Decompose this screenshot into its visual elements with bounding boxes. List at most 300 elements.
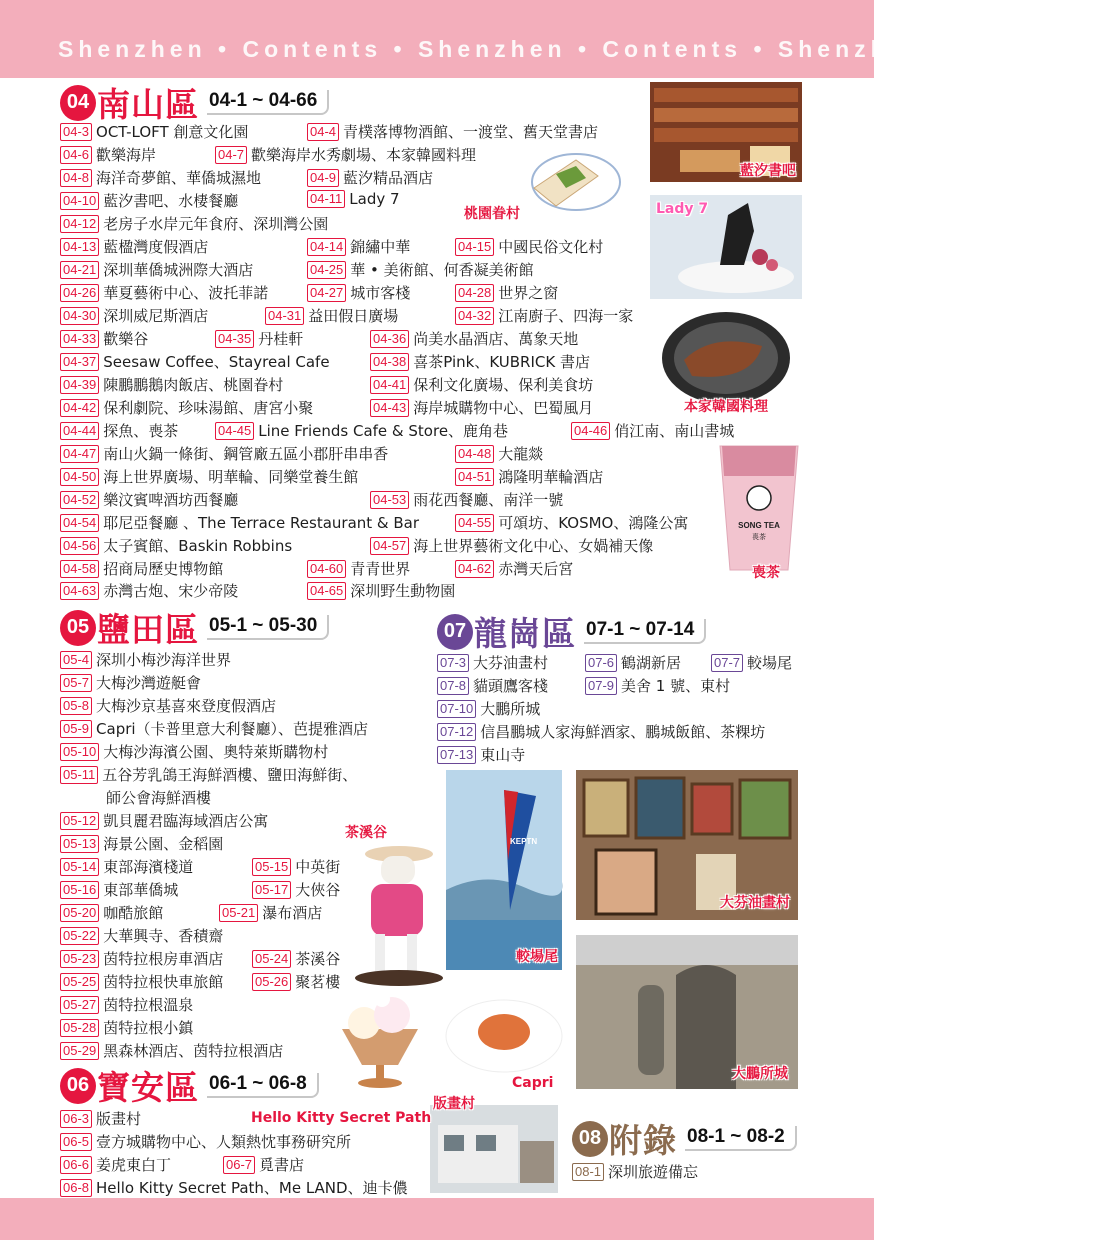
section-range: 07-1 ~ 07-14 [584,619,706,644]
photo-caption: 藍汐書吧 [740,163,796,179]
entry-text: 深圳旅遊備忘 [608,1163,699,1181]
entry-text: 世界之窗 [498,284,559,302]
toc-entry[interactable] [455,236,603,257]
toc-entry[interactable] [60,535,292,556]
toc-entry[interactable] [215,420,508,441]
page-code: 05-15 [252,858,291,876]
page-code: 08-1 [572,1163,604,1181]
entry-text: 五谷芳乳鴿王海鮮酒樓、鹽田海鮮街、 [102,766,358,784]
toc-entry[interactable] [455,443,543,464]
entry-text: 深圳威尼斯酒店 [103,307,209,325]
page-code: 04-56 [60,537,99,555]
entry-text: 樂汶賓啤酒坊西餐廳 [103,491,239,509]
toc-entry[interactable] [307,259,534,280]
section-header-08 [572,1115,797,1162]
entry-text: 歡樂谷 [103,330,149,348]
page-code: 04-27 [307,284,346,302]
section-range: 05-1 ~ 05-30 [207,615,329,640]
entry-text: 深圳野生動物園 [350,582,456,600]
page-code: 05-23 [60,950,99,968]
entry-text: 茵特拉根房車酒店 [103,950,224,968]
page-code: 04-46 [571,422,610,440]
page-code: 04-43 [370,399,409,417]
page-code: 05-20 [60,904,99,922]
section-header-06 [60,1062,319,1109]
entry-text: Line Friends Cafe & Store、鹿角巷 [258,422,509,440]
page-code: 04-55 [455,514,494,532]
photo-caption: 桃園眷村 [464,206,520,222]
page-code: 07-13 [437,746,476,764]
section-title: 龍崗區 [474,614,576,653]
toc-entry[interactable] [60,649,231,670]
entry-text: Seesaw Coffee、Stayreal Cafe [103,353,330,371]
page-code: 05-21 [219,904,258,922]
cow-statue-illustration [345,836,445,990]
cow-statue-photo [345,836,445,990]
section-badge: 07 [437,614,473,650]
toc-entry[interactable] [60,718,368,739]
toc-entry[interactable] [455,305,633,326]
page-code: 06-5 [60,1133,92,1151]
page-code: 04-50 [60,468,99,486]
entry-text: 深圳小梅沙海洋世界 [96,651,232,669]
toc-entry[interactable] [60,282,268,303]
photo-caption: 較場尾 [516,949,558,965]
toc-entry[interactable] [60,121,248,142]
page-code: 05-29 [60,1042,99,1060]
entry-text: 大芬油畫村 [473,654,549,672]
toc-entry[interactable] [60,420,178,441]
page-code: 05-11 [60,766,98,784]
entry-text: 華夏藝術中心、波托菲諾 [103,284,269,302]
page-code: 05-22 [60,927,99,945]
page-code: 04-15 [455,238,494,256]
print-village-photo [430,1105,558,1193]
page-code: 07-3 [437,654,469,672]
toc-entry[interactable] [455,512,688,533]
page-code: 07-8 [437,677,469,695]
entry-text: 海岸城購物中心、巴蜀風月 [413,399,594,417]
toc-entry[interactable] [307,121,598,142]
entry-text: 信昌鵬城人家海鮮酒家、鵬城飯館、茶粿坊 [480,723,766,741]
entry-text: Lady 7 [349,190,400,208]
section-badge: 05 [60,610,96,646]
page-code: 05-26 [252,973,291,991]
page-code: 05-7 [60,674,92,692]
page-code: 07-9 [585,677,617,695]
windsurf-photo [446,770,562,970]
oil-painting-village-photo [576,770,798,920]
photo-caption: 本家韓國料理 [684,399,768,415]
toc-entry[interactable] [223,1154,304,1175]
toc-entry[interactable] [60,167,261,188]
cup-sub-text: 喪茶 [752,533,766,541]
bbq-photo [662,312,790,404]
page-code: 04-44 [60,422,99,440]
entry-text: 師公會海鮮酒樓 [106,789,212,807]
toc-entry[interactable] [252,971,340,992]
page-code: 05-10 [60,743,99,761]
section-range: 08-1 ~ 08-2 [685,1126,797,1151]
toc-entry[interactable] [60,810,268,831]
entry-text: 凱貝麗君臨海域酒店公寓 [103,812,269,830]
entry-text: OCT-LOFT 創意文化園 [96,123,249,141]
page-code: 05-4 [60,651,92,669]
toc-entry[interactable] [60,443,388,464]
toc-entry[interactable] [455,282,558,303]
capri-dish-illustration [446,992,562,1076]
entry-text: 貓頭鷹客棧 [473,677,549,695]
entry-text: 招商局歷史博物館 [103,560,224,578]
entry-text: 版畫村 [96,1110,142,1128]
entry-text: 赤灣古炮、宋少帝陵 [103,582,239,600]
photo-caption: 茶溪谷 [345,825,387,841]
toc-entry[interactable] [711,652,792,673]
page-code: 04-58 [60,560,99,578]
entry-text: 東山寺 [480,746,526,764]
dapeng-fortress-photo [576,935,798,1089]
section-range: 04-1 ~ 04-66 [207,90,329,115]
toc-entry[interactable] [219,902,322,923]
entry-text: 大梅沙灣遊艇會 [96,674,202,692]
page-code: 04-10 [60,192,99,210]
page-code: 07-7 [711,654,743,672]
toc-entry[interactable] [60,833,223,854]
toc-entry[interactable] [307,236,410,257]
toc-entry[interactable] [307,580,455,601]
page-code: 07-6 [585,654,617,672]
print-village-illustration [430,1105,558,1193]
page-code: 04-33 [60,330,99,348]
toc-entry[interactable] [585,652,681,673]
entry-text: 喜茶Pink、KUBRICK 書店 [413,353,590,371]
entry-text: 大梅沙海濱公園、奧特萊斯購物村 [103,743,329,761]
page-code: 05-14 [60,858,99,876]
toc-entry[interactable] [60,902,163,923]
page-code: 04-60 [307,560,346,578]
section-title: 寶安區 [97,1068,199,1107]
entry-text: 海景公園、金稻園 [103,835,224,853]
toc-entry[interactable] [307,190,400,208]
toc-entry[interactable] [60,213,328,234]
entry-text: 藍楹灣度假酒店 [103,238,209,256]
entry-text: 陳鵬鵬鵝肉飯店、桃園眷村 [103,376,284,394]
page-code: 04-41 [370,376,409,394]
photo-caption: Hello Kitty Secret Path [251,1110,432,1126]
entry-text: 大龍燚 [498,445,544,463]
wrap-illustration [516,148,620,220]
entry-text: 益田假日廣場 [308,307,399,325]
page-code: 04-57 [370,537,409,555]
toc-entry[interactable] [437,698,540,719]
entry-text: 海洋奇夢館、華僑城濕地 [96,169,262,187]
toc-entry[interactable] [60,259,253,280]
entry-text: 城市客棧 [350,284,411,302]
entry-text: 俏江南、南山書城 [614,422,735,440]
entry-text: 覓書店 [259,1156,305,1174]
page-code: 04-38 [370,353,409,371]
toc-entry[interactable] [571,420,734,441]
toc-entry[interactable] [60,1177,408,1198]
toc-entry[interactable] [572,1161,698,1182]
page-code: 04-25 [307,261,346,279]
entry-text: 雨花西餐廳、南洋一號 [413,491,564,509]
entry-text: 大鵬所城 [480,700,541,718]
entry-text: 較場尾 [747,654,793,672]
tea-cup-photo [716,440,802,574]
toc-entry[interactable] [60,1131,351,1152]
toc-entry[interactable] [437,744,525,765]
toc-entry[interactable] [60,1040,283,1061]
page-code: 05-17 [252,881,291,899]
photo-caption: 大芬油畫村 [720,895,790,911]
toc-entry[interactable] [60,466,358,487]
photo-caption: 版畫村 [433,1096,475,1112]
page-code: 04-63 [60,582,99,600]
page-code: 05-16 [60,881,99,899]
entry-text: 中國民俗文化村 [498,238,604,256]
toc-entry[interactable] [60,397,313,418]
page-code: 07-12 [437,723,476,741]
section-badge: 06 [60,1068,96,1104]
entry-text: 壹方城購物中心、人類熱忱事務研究所 [96,1133,352,1151]
page-code: 07-10 [437,700,476,718]
toc-entry[interactable] [60,856,193,877]
entry-text: 茵特拉根溫泉 [103,996,194,1014]
toc-entry[interactable] [437,652,548,673]
page-code: 04-11 [307,190,345,208]
page-code: 04-37 [60,353,99,371]
page-code: 04-6 [60,146,92,164]
tea-cup-illustration [716,440,802,574]
page-code: 04-36 [370,330,409,348]
entry-text: 太子賓館、Baskin Robbins [103,537,293,555]
photo-caption: 喪茶 [752,565,780,581]
entry-text: 瀑布酒店 [262,904,323,922]
entry-text: 東部海濱棧道 [103,858,194,876]
entry-text: 歡樂海岸水秀劇場、本家韓國料理 [251,146,477,164]
page-code: 04-39 [60,376,99,394]
entry-text: 老房子水岸元年食府、深圳灣公園 [103,215,329,233]
toc-entry[interactable] [215,144,476,165]
page-code: 06-7 [223,1156,255,1174]
page-code: 05-27 [60,996,99,1014]
entry-text: 姜虎東白丁 [96,1156,172,1174]
header-banner [0,0,1102,78]
banner-text: Shenzhen • Contents • Shenzhen • Contents • Shenzhen • Contents [58,36,1102,62]
toc-entry[interactable] [265,305,398,326]
entry-text: 東部華僑城 [103,881,179,899]
entry-text: 美舍 1 號、東村 [621,677,731,695]
entry-text: 藍汐精品酒店 [343,169,434,187]
toc-entry[interactable] [60,925,223,946]
page-code: 04-53 [370,491,409,509]
entry-text: 丹桂軒 [258,330,304,348]
page-code: 04-26 [60,284,99,302]
page-code: 04-14 [307,238,346,256]
toc-entry[interactable] [60,558,223,579]
entry-text: 保利文化廣場、保利美食坊 [413,376,594,394]
toc-entry[interactable] [60,351,330,372]
entry-text: Hello Kitty Secret Path、Me LAND、迪卡儂 [96,1179,408,1197]
page-code: 06-6 [60,1156,92,1174]
toc-entry[interactable] [60,489,238,510]
page-code: 04-48 [455,445,494,463]
toc-entry[interactable] [60,948,223,969]
toc-entry[interactable] [455,558,573,579]
wrap-photo [516,148,620,220]
toc-entry[interactable] [437,721,765,742]
entry-text: 探魚、喪茶 [103,422,179,440]
entry-text: 茵特拉根小鎮 [103,1019,194,1037]
toc-entry[interactable] [370,535,653,556]
page-code: 04-54 [60,514,99,532]
page-code: 04-30 [60,307,99,325]
toc-entry[interactable] [60,971,223,992]
entry-text: 黑森林酒店、茵特拉根酒店 [103,1042,284,1060]
page-code: 04-52 [60,491,99,509]
page-code: 04-47 [60,445,99,463]
page-code: 05-9 [60,720,92,738]
entry-text: 海上世界藝術文化中心、女媧補天像 [413,537,654,555]
page-code: 04-4 [307,123,339,141]
entry-text: 可頌坊、KOSMO、鴻隆公寓 [498,514,689,532]
windsurf-illustration [446,770,562,970]
toc-entry[interactable] [455,466,603,487]
section-title: 南山區 [97,85,199,124]
toc-entry[interactable] [60,764,357,785]
section-range: 06-1 ~ 06-8 [207,1073,319,1098]
page-code: 05-13 [60,835,99,853]
bookshop-photo [650,82,802,182]
section-header-05 [60,604,329,651]
toc-entry[interactable] [60,1154,171,1175]
entry-text: 鴻隆明華輪酒店 [498,468,604,486]
toc-entry[interactable] [307,167,433,188]
toc-entry[interactable] [60,305,208,326]
entry-text: 聚茗樓 [295,973,341,991]
section-title: 附錄 [609,1121,677,1160]
toc-entry[interactable] [370,328,578,349]
toc-entry[interactable] [370,489,563,510]
entry-text: 大華興寺、香積齋 [103,927,224,945]
toc-entry[interactable] [60,144,156,165]
toc-entry[interactable] [60,236,208,257]
section-badge: 08 [572,1121,608,1157]
cup-brand-text: SONG TEA [738,521,780,530]
toc-entry[interactable] [215,328,303,349]
toc-entry[interactable] [437,675,548,696]
toc-entry[interactable] [585,675,730,696]
entry-text: 錦繡中華 [350,238,411,256]
toc-entry-continued[interactable] [106,787,211,808]
toc-entry[interactable] [60,994,193,1015]
entry-text: 青樸落博物酒館、一渡堂、舊天堂書店 [343,123,599,141]
page-code: 04-32 [455,307,494,325]
page-code: 04-21 [60,261,99,279]
page-code: 04-12 [60,215,99,233]
page-code: 04-8 [60,169,92,187]
entry-text: 鶴湖新居 [621,654,682,672]
toc-entry[interactable] [252,948,340,969]
entry-text: 海上世界廣場、明華輪、同樂堂養生館 [103,468,359,486]
toc-entry[interactable] [252,879,340,900]
toc-entry[interactable] [370,374,593,395]
toc-entry[interactable] [60,328,148,349]
page-code: 04-31 [265,307,304,325]
toc-entry[interactable] [60,580,238,601]
entry-text: 中英街 [295,858,341,876]
section-header-04 [60,79,329,126]
section-badge: 04 [60,85,96,121]
toc-entry[interactable] [60,190,238,211]
entry-text: 茵特拉根快車旅館 [103,973,224,991]
bbq-illustration [662,312,790,404]
page-code: 05-12 [60,812,99,830]
page-code: 04-42 [60,399,99,417]
entry-text: 保利劇院、珍味湯館、唐宮小聚 [103,399,314,417]
entry-text: 華 • 美術館、何香凝美術館 [350,261,534,279]
toc-entry[interactable] [60,1017,193,1038]
section-title: 鹽田區 [97,610,199,649]
page-code: 04-3 [60,123,92,141]
entry-text: 大俠谷 [295,881,341,899]
toc-entry[interactable] [307,558,410,579]
page-code: 04-13 [60,238,99,256]
page-code: 06-8 [60,1179,92,1197]
entry-text: 歡樂海岸 [96,146,157,164]
page-code: 05-24 [252,950,291,968]
entry-text: 耶尼亞餐廳 、The Terrace Restaurant & Bar [103,514,420,532]
page-code: 04-45 [215,422,254,440]
entry-text: 藍汐書吧、水棲餐廳 [103,192,239,210]
toc-entry[interactable] [60,374,283,395]
toc-entry[interactable] [370,397,593,418]
page-code: 06-3 [60,1110,92,1128]
page-code: 04-35 [215,330,254,348]
toc-entry[interactable] [370,351,590,372]
entry-text: 青青世界 [350,560,411,578]
photo-caption: 大鵬所城 [732,1066,788,1082]
footer-bar [0,1198,874,1240]
entry-text: 大梅沙京基喜來登度假酒店 [96,697,277,715]
page-code: 04-62 [455,560,494,578]
photo-caption: Lady 7 [656,201,709,217]
toc-entry[interactable] [60,1108,141,1129]
toc-entry[interactable] [60,512,419,533]
toc-entry[interactable] [307,282,410,303]
section-header-07 [437,608,706,655]
page-code: 05-28 [60,1019,99,1037]
page-code: 05-25 [60,973,99,991]
page-code: 04-51 [455,468,494,486]
dessert-photo [650,195,802,299]
page-code: 04-65 [307,582,346,600]
photo-caption: Capri [512,1075,554,1091]
toc-entry[interactable] [252,856,340,877]
toc-entry[interactable] [60,741,328,762]
page-code: 04-7 [215,146,247,164]
entry-text: Capri（卡普里意大利餐廳）、芭提雅酒店 [96,720,369,738]
entry-text: 咖酷旅館 [103,904,164,922]
entry-text: 尚美水晶酒店、萬象天地 [413,330,579,348]
entry-text: 茶溪谷 [295,950,341,968]
toc-entry[interactable] [60,879,178,900]
toc-entry[interactable] [60,695,276,716]
toc-entry[interactable] [60,672,201,693]
sundae-illustration [332,985,428,1090]
entry-text: 深圳華僑城洲際大酒店 [103,261,254,279]
